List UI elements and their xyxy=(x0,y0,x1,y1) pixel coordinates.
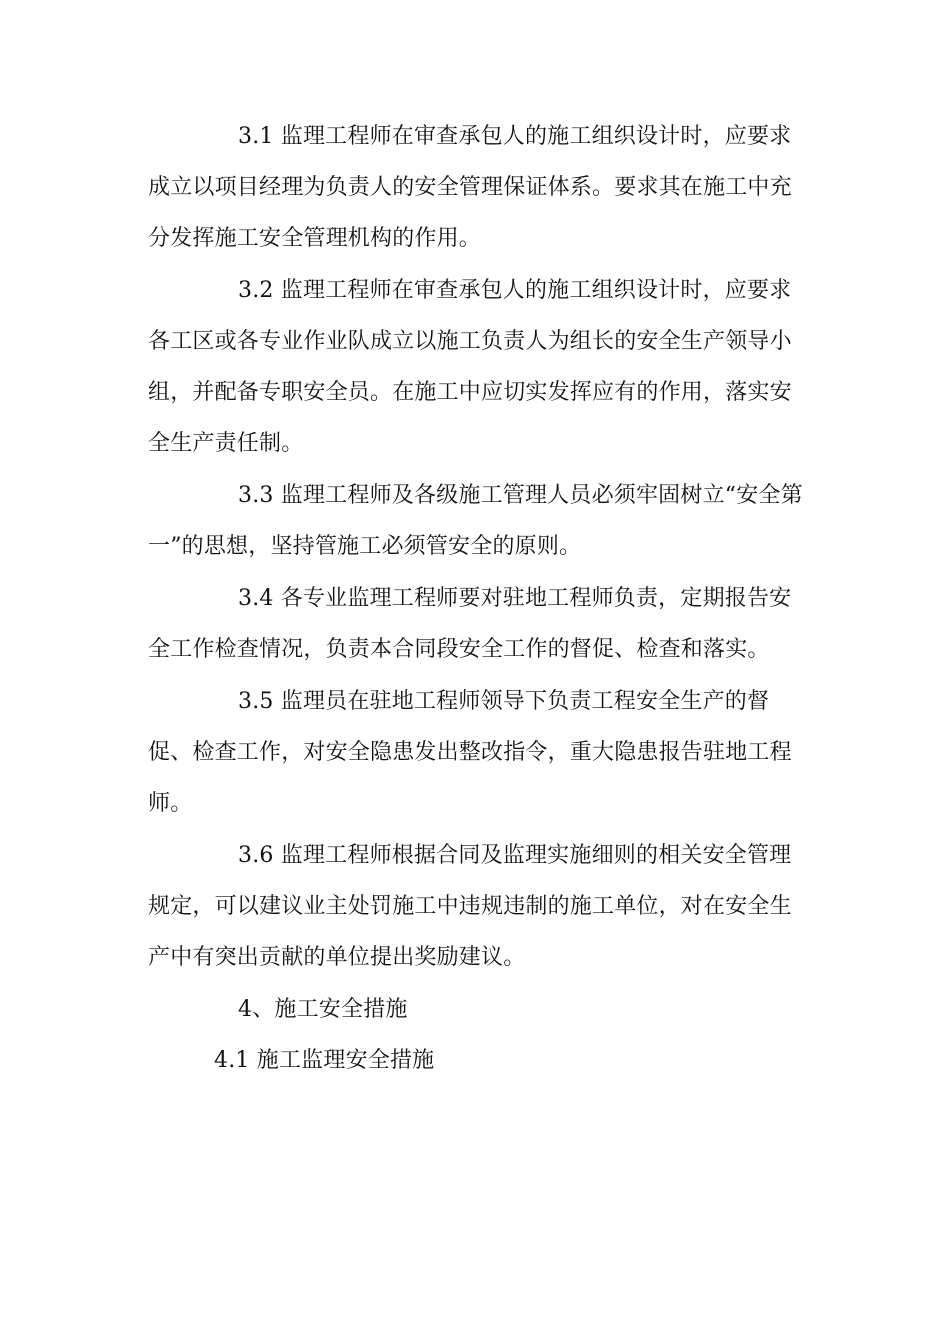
paragraph-line: 3.1 监理工程师在审查承包人的施工组织设计时，应要求 xyxy=(238,124,792,149)
section-heading: 4、施工安全措施 xyxy=(238,997,408,1022)
paragraph-line: 成立以项目经理为负责人的安全管理保证体系。要求其在施工中充 xyxy=(148,175,792,200)
paragraph-line: 组，并配备专职安全员。在施工中应切实发挥应有的作用，落实安 xyxy=(148,380,792,405)
paragraph-line: 3.6 监理工程师根据合同及监理实施细则的相关安全管理 xyxy=(238,843,792,868)
paragraph-line: 各工区或各专业作业队成立以施工负责人为组长的安全生产领导小 xyxy=(148,329,792,354)
paragraph-line: 促、检查工作，对安全隐患发出整改指令，重大隐患报告驻地工程 xyxy=(148,740,792,765)
paragraph-line: 分发挥施工安全管理机构的作用。 xyxy=(148,226,482,251)
paragraph-line: 产中有突出贡献的单位提出奖励建议。 xyxy=(148,945,526,970)
paragraph-line: 3.2 监理工程师在审查承包人的施工组织设计时，应要求 xyxy=(238,278,792,303)
subsection-heading: 4.1 施工监理安全措施 xyxy=(214,1048,435,1073)
paragraph-line: 全生产责任制。 xyxy=(148,431,304,456)
paragraph-line: 3.4 各专业监理工程师要对驻地工程师负责，定期报告安 xyxy=(238,586,792,611)
paragraph-line: 3.3 监理工程师及各级施工管理人员必须牢固树立“安全第 xyxy=(238,483,803,508)
paragraph-line: 师。 xyxy=(148,791,193,816)
paragraph-line: 全工作检查情况，负责本合同段安全工作的督促、检查和落实。 xyxy=(148,637,770,662)
paragraph-line: 规定，可以建议业主处罚施工中违规违制的施工单位，对在安全生 xyxy=(148,894,792,919)
paragraph-line: 3.5 监理员在驻地工程师领导下负责工程安全生产的督 xyxy=(238,689,770,714)
paragraph-line: 一”的思想，坚持管施工必须管安全的原则。 xyxy=(148,534,582,559)
